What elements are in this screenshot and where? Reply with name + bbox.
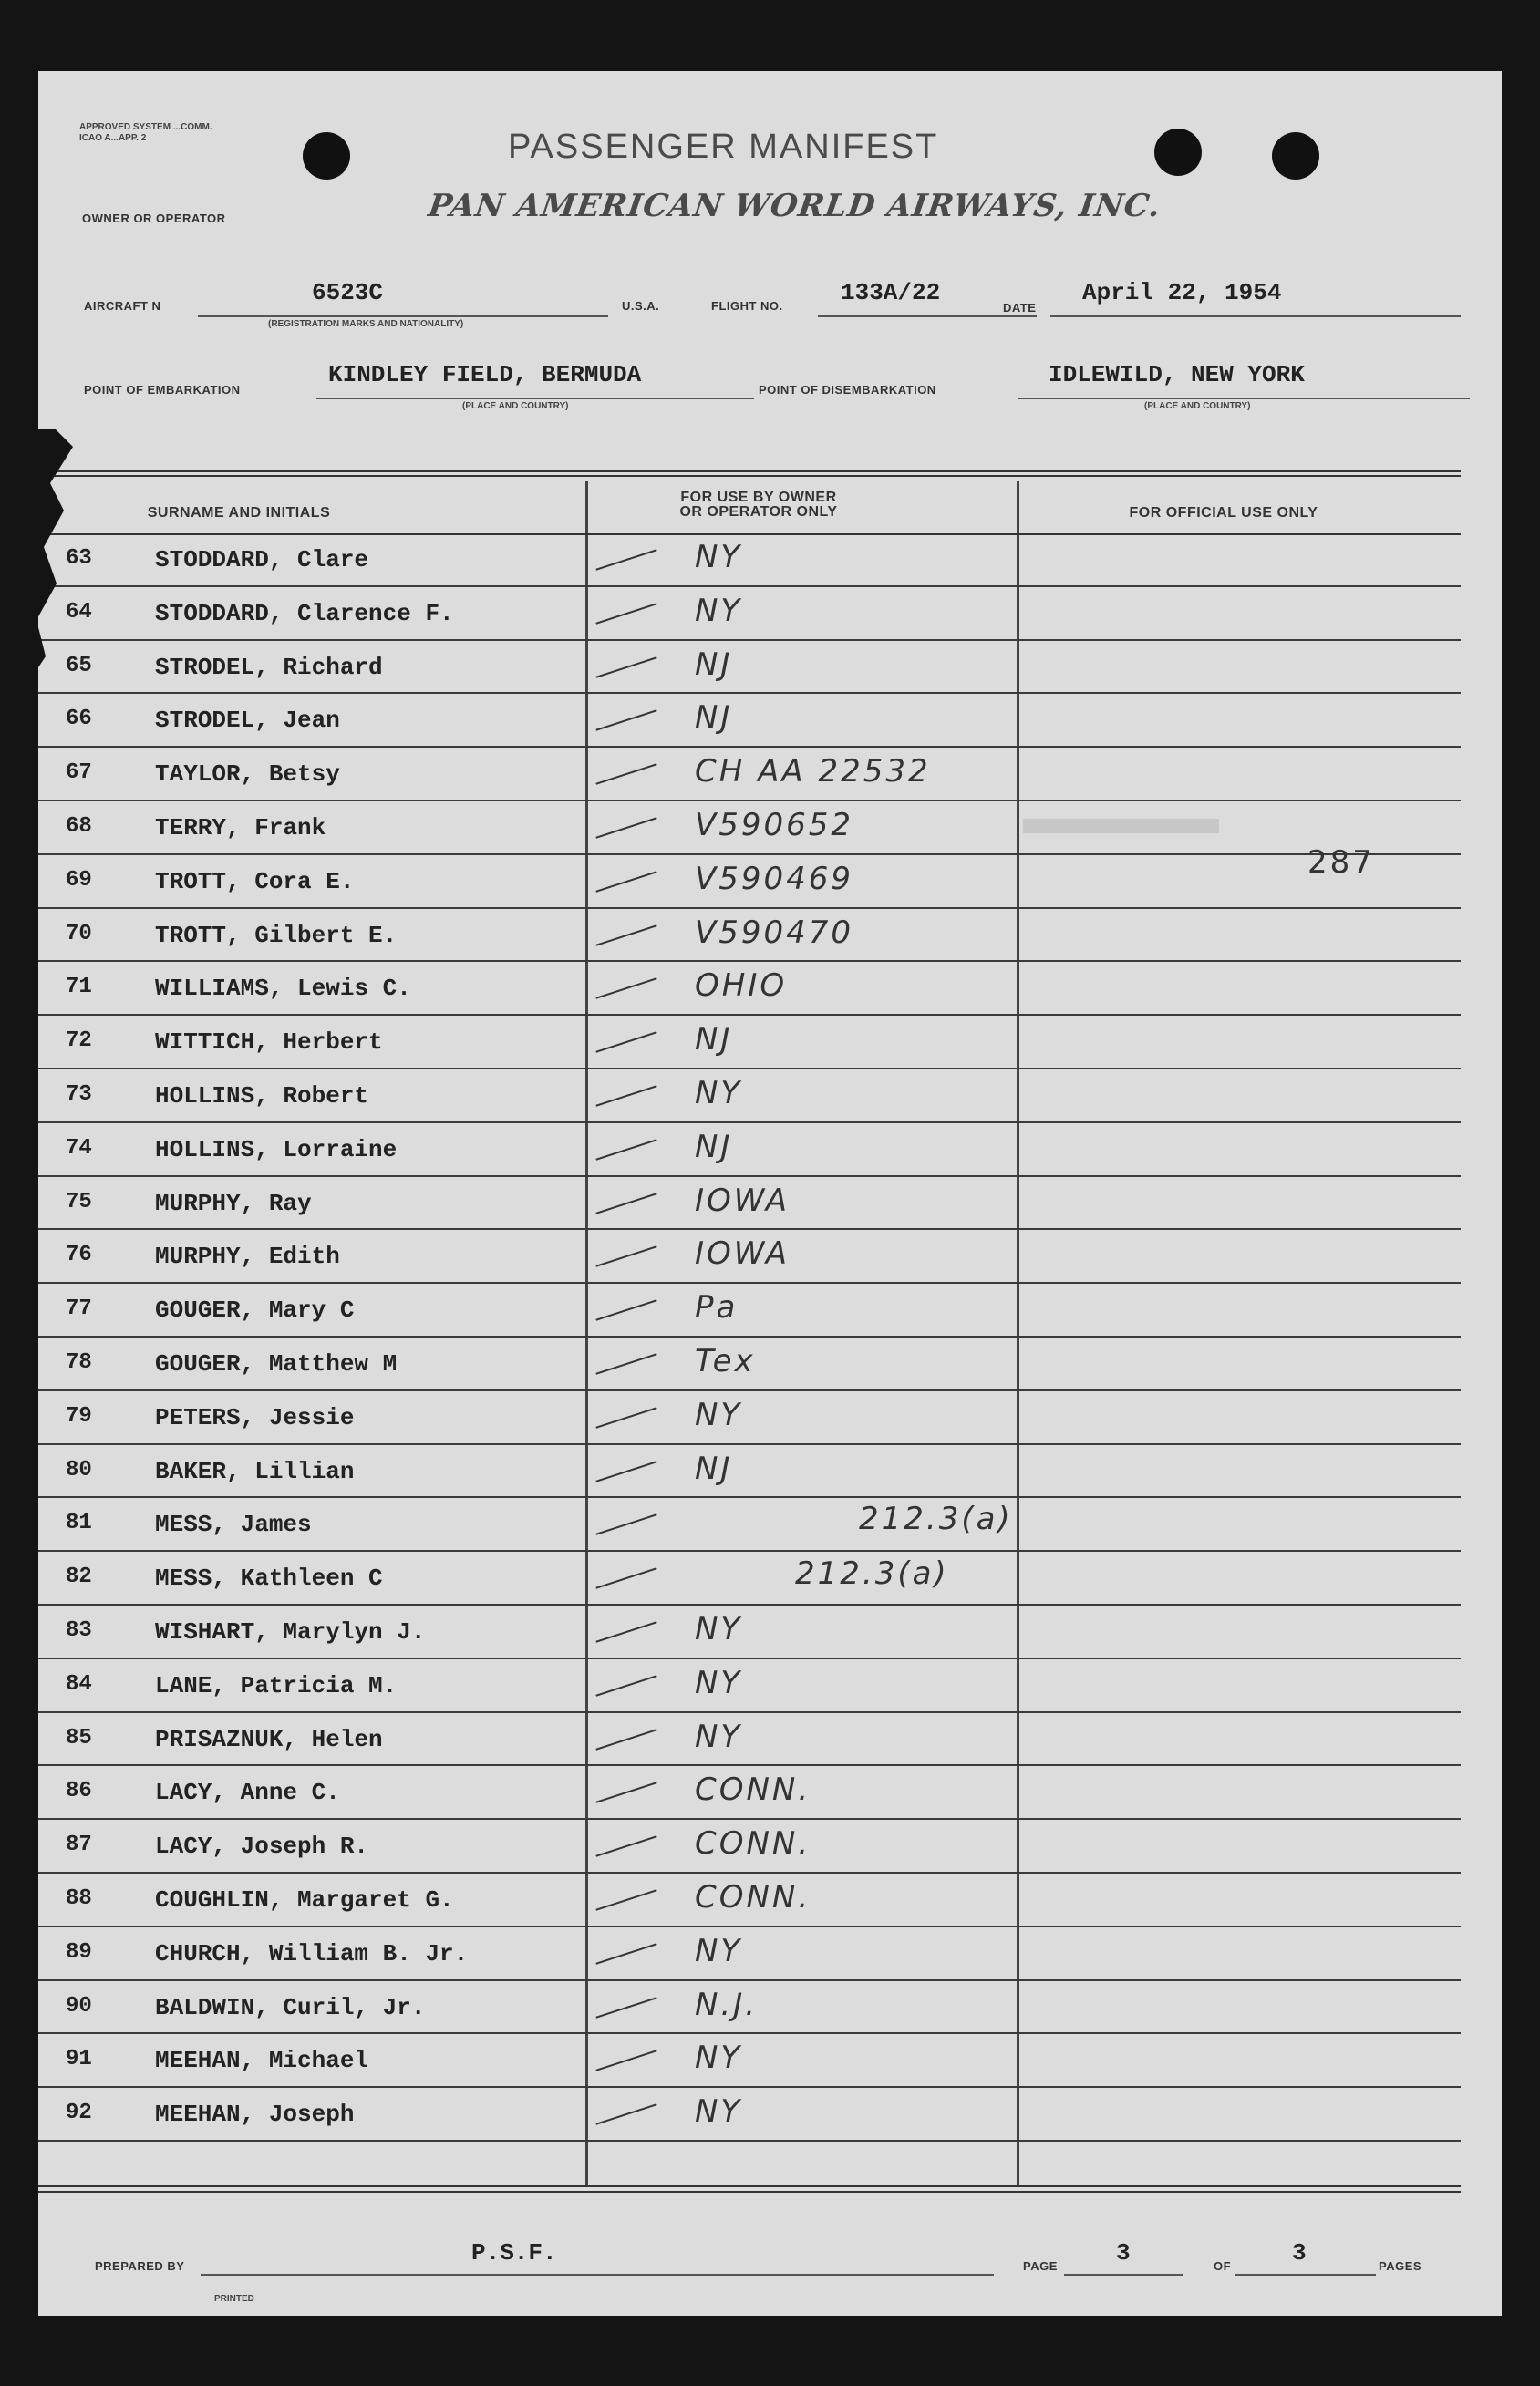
passenger-name: WISHART, Marylyn J.	[155, 1618, 426, 1646]
table-row	[38, 1177, 1461, 1231]
row-number: 90	[66, 1993, 92, 2019]
embarkation-value: KINDLEY FIELD, BERMUDA	[328, 361, 642, 388]
table-row	[38, 748, 1461, 801]
row-number: 86	[66, 1779, 92, 1804]
check-mark	[595, 763, 656, 785]
check-mark	[595, 871, 656, 893]
approved-note: APPROVED SYSTEM ...COMM. ICAO A...APP. 2	[79, 122, 212, 143]
row-number: 74	[66, 1135, 92, 1161]
manifest-sheet	[38, 71, 1502, 2316]
row-number: 76	[66, 1243, 92, 1268]
check-mark	[595, 1621, 656, 1643]
table-row	[38, 1659, 1461, 1713]
aircraft-value: 6523C	[312, 279, 384, 306]
owner-note: OHIO	[695, 967, 788, 1005]
row-divider	[38, 2140, 1461, 2142]
owner-note: IOWA	[695, 1182, 790, 1219]
row-number: 83	[66, 1618, 92, 1643]
table-row	[38, 1606, 1461, 1659]
passenger-name: COUGHLIN, Margaret G.	[155, 1886, 454, 1914]
row-number: 72	[66, 1028, 92, 1054]
row-number: 92	[66, 2101, 92, 2126]
check-mark	[595, 1782, 656, 1804]
printed-note: PRINTED	[214, 2294, 254, 2304]
disembarkation-value: IDLEWILD, NEW YORK	[1049, 361, 1305, 388]
table-row	[38, 1927, 1461, 1981]
owner-note: NY	[695, 2093, 743, 2131]
owner-note: V590470	[695, 914, 854, 951]
owner-note: NJ	[695, 646, 733, 683]
row-number: 67	[66, 760, 92, 786]
passenger-name: TROTT, Cora E.	[155, 867, 355, 895]
punch-hole	[1272, 132, 1319, 180]
owner-note: CONN.	[695, 1771, 811, 1809]
official-note-212: 212.3(a)	[795, 1555, 949, 1592]
flight-value: 133A/22	[841, 279, 941, 306]
check-mark	[595, 1675, 656, 1697]
table-row	[38, 1713, 1461, 1767]
check-mark	[595, 1031, 656, 1053]
owner-label: OWNER OR OPERATOR	[82, 212, 226, 225]
owner-note: IOWA	[695, 1235, 790, 1273]
passenger-name: STODDARD, Clare	[155, 546, 369, 573]
table-row	[38, 1874, 1461, 1927]
passenger-name: CHURCH, William B. Jr.	[155, 1939, 469, 1968]
prepared-by-value: P.S.F.	[471, 2239, 557, 2267]
row-number: 78	[66, 1350, 92, 1375]
table-row	[38, 1284, 1461, 1338]
official-note-212: 212.3(a)	[859, 1501, 1013, 1537]
owner-note: NY	[695, 1611, 743, 1647]
table-row	[38, 801, 1461, 855]
official-note-287: 287	[1307, 844, 1375, 881]
row-number: 63	[66, 546, 92, 571]
passenger-name: LACY, Anne C.	[155, 1779, 340, 1807]
check-mark	[595, 549, 656, 571]
row-number: 66	[66, 707, 92, 732]
owner-note: Pa	[695, 1289, 739, 1327]
table-row	[38, 1498, 1461, 1552]
row-number: 69	[66, 867, 92, 893]
owner-note: NJ	[695, 1128, 733, 1165]
owner-note: Tex	[695, 1343, 756, 1379]
check-mark	[595, 924, 656, 946]
owner-note: V590652	[695, 807, 854, 843]
owner-note: N.J.	[695, 1986, 759, 2023]
place-note: (PLACE AND COUNTRY)	[462, 401, 569, 411]
row-number: 84	[66, 1671, 92, 1697]
owner-note: NY	[695, 1932, 743, 1969]
row-number: 87	[66, 1833, 92, 1858]
check-mark	[595, 1139, 656, 1161]
registration-note: (REGISTRATION MARKS AND NATIONALITY)	[268, 319, 464, 329]
row-number: 89	[66, 1939, 92, 1965]
owner-note: NY	[695, 1664, 743, 1701]
passenger-name: BALDWIN, Curil, Jr.	[155, 1993, 426, 2021]
owner-note: NJ	[695, 699, 733, 737]
date-label: DATE	[1003, 301, 1037, 315]
row-number: 71	[66, 975, 92, 1000]
row-number: 64	[66, 599, 92, 625]
row-number: 75	[66, 1189, 92, 1214]
check-mark	[595, 1461, 656, 1482]
owner-note: NJ	[695, 1021, 733, 1059]
row-number: 85	[66, 1725, 92, 1751]
table-row	[38, 962, 1461, 1016]
check-mark	[595, 1407, 656, 1429]
row-number: 82	[66, 1565, 92, 1590]
table-row	[38, 2088, 1461, 2142]
passenger-name: TAYLOR, Betsy	[155, 760, 340, 789]
table-row	[38, 694, 1461, 748]
table-row	[38, 1391, 1461, 1445]
row-number: 79	[66, 1403, 92, 1429]
owner-note: CH AA 22532	[695, 753, 931, 790]
passenger-name: MESS, Kathleen C	[155, 1565, 383, 1593]
passenger-name: MEEHAN, Joseph	[155, 2101, 355, 2129]
check-mark	[595, 1835, 656, 1857]
check-mark	[595, 710, 656, 732]
table-row	[38, 1069, 1461, 1123]
passenger-name: MURPHY, Ray	[155, 1189, 312, 1217]
of-value: 3	[1292, 2239, 1307, 2267]
passenger-name: LACY, Joseph R.	[155, 1833, 369, 1861]
passenger-name: MESS, James	[155, 1511, 312, 1539]
passenger-name: HOLLINS, Lorraine	[155, 1135, 398, 1163]
punch-hole	[303, 132, 350, 180]
table-row	[38, 587, 1461, 641]
flight-label: FLIGHT NO.	[711, 299, 783, 313]
table-row	[38, 2034, 1461, 2088]
table-row	[38, 855, 1461, 909]
embarkation-label: POINT OF EMBARKATION	[84, 383, 241, 397]
passenger-name: TERRY, Frank	[155, 814, 326, 842]
owner-note: CONN.	[695, 1825, 811, 1863]
torn-edge	[0, 429, 82, 684]
owner-note: NY	[695, 1718, 743, 1755]
check-mark	[595, 603, 656, 625]
check-mark	[595, 978, 656, 1000]
row-number: 77	[66, 1296, 92, 1322]
owner-note: NY	[695, 2040, 743, 2077]
check-mark	[595, 1193, 656, 1214]
page-title: PASSENGER MANIFEST	[508, 128, 939, 166]
of-label: OF	[1214, 2259, 1232, 2273]
passenger-name: MURPHY, Edith	[155, 1243, 340, 1271]
passenger-name: WILLIAMS, Lewis C.	[155, 975, 411, 1003]
aircraft-label: AIRCRAFT N	[84, 299, 161, 313]
table-row	[38, 1552, 1461, 1606]
table-row	[38, 1123, 1461, 1177]
airline-name: PAN AMERICAN WORLD AIRWAYS, INC.	[426, 188, 1163, 224]
check-mark	[595, 1353, 656, 1375]
table-row	[38, 533, 1461, 587]
table-row	[38, 641, 1461, 695]
check-mark	[595, 1246, 656, 1268]
table-row	[38, 1230, 1461, 1284]
surname-column-header: SURNAME AND INITIALS	[147, 505, 331, 521]
passenger-name: PRISAZNUK, Helen	[155, 1725, 383, 1753]
owner-note: CONN.	[695, 1879, 811, 1916]
page-value: 3	[1116, 2239, 1131, 2267]
prepared-by-label: PREPARED BY	[95, 2259, 185, 2273]
page-label: PAGE	[1023, 2259, 1058, 2273]
owner-column-header: FOR USE BY OWNER OR OPERATOR ONLY	[679, 490, 838, 520]
table-row	[38, 909, 1461, 963]
owner-note: NY	[695, 1075, 743, 1111]
table-row	[38, 1820, 1461, 1874]
date-value: April 22, 1954	[1082, 279, 1282, 306]
check-mark	[595, 1997, 656, 2019]
row-number: 91	[66, 2047, 92, 2072]
row-number: 81	[66, 1511, 92, 1536]
owner-note: V590469	[695, 860, 854, 897]
table-row	[38, 1338, 1461, 1391]
passenger-name: TROTT, Gilbert E.	[155, 921, 398, 949]
table-row	[38, 1981, 1461, 2035]
passenger-name: MEEHAN, Michael	[155, 2047, 369, 2075]
check-mark	[595, 2103, 656, 2125]
row-number: 80	[66, 1457, 92, 1482]
check-mark	[595, 2050, 656, 2072]
owner-note: NY	[695, 1396, 743, 1433]
check-mark	[595, 1085, 656, 1107]
passenger-name: PETERS, Jessie	[155, 1403, 355, 1431]
row-number: 88	[66, 1886, 92, 1911]
official-column-header: FOR OFFICIAL USE ONLY	[1129, 505, 1318, 521]
passenger-name: STRODEL, Jean	[155, 707, 340, 735]
check-mark	[595, 1514, 656, 1536]
check-mark	[595, 1729, 656, 1751]
punch-hole	[1154, 129, 1202, 176]
table-row	[38, 1016, 1461, 1069]
usa-label: U.S.A.	[622, 299, 660, 313]
check-mark	[595, 1567, 656, 1589]
owner-note: NY	[695, 592, 743, 629]
check-mark	[595, 1943, 656, 1965]
row-number: 70	[66, 921, 92, 946]
table-row	[38, 1766, 1461, 1820]
row-number: 68	[66, 814, 92, 839]
check-mark	[595, 1299, 656, 1321]
passenger-name: WITTICH, Herbert	[155, 1028, 383, 1057]
passenger-name: BAKER, Lillian	[155, 1457, 355, 1485]
passenger-name: GOUGER, Mary C	[155, 1296, 355, 1325]
table-row	[38, 1445, 1461, 1499]
check-mark	[595, 1889, 656, 1911]
disembarkation-label: POINT OF DISEMBARKATION	[759, 383, 936, 397]
row-number: 73	[66, 1082, 92, 1107]
passenger-name: STRODEL, Richard	[155, 653, 383, 681]
passenger-name: LANE, Patricia M.	[155, 1671, 398, 1699]
pages-label: PAGES	[1379, 2259, 1422, 2273]
passenger-name: STODDARD, Clarence F.	[155, 599, 454, 627]
passenger-name: HOLLINS, Robert	[155, 1082, 369, 1110]
place-note: (PLACE AND COUNTRY)	[1144, 401, 1251, 411]
check-mark	[595, 656, 656, 678]
passenger-name: GOUGER, Matthew M	[155, 1350, 398, 1378]
check-mark	[595, 817, 656, 839]
owner-note: NJ	[695, 1450, 733, 1487]
row-number: 65	[66, 653, 92, 678]
owner-note: NY	[695, 539, 743, 575]
